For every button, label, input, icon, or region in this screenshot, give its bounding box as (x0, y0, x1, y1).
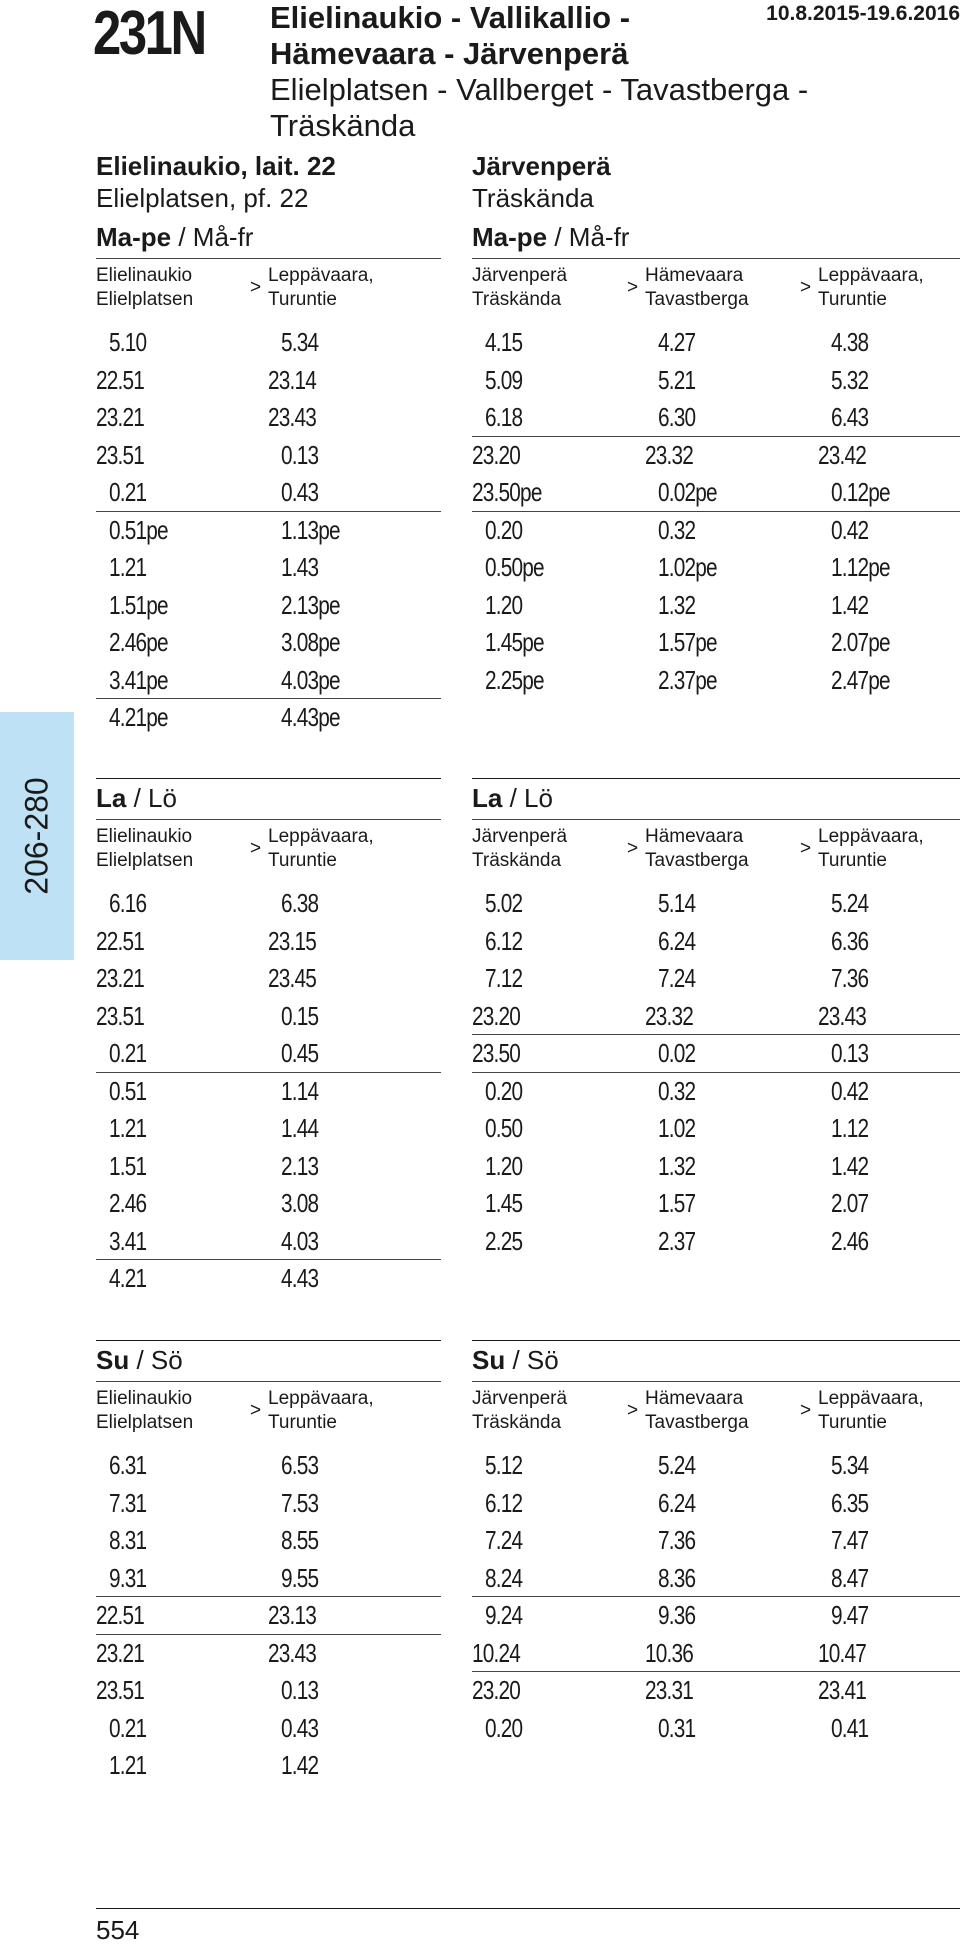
departure-time: 0.12pe (831, 477, 890, 507)
day-type-fi: Su (472, 1345, 506, 1375)
route-title-fi: Elielinaukio - Vallikallio - Hämevaara - Järvenperä (270, 0, 631, 71)
column-header (645, 1387, 749, 1435)
departure-time: 6.12 (485, 925, 523, 956)
left-stop-name: Elielinaukio, lait. 22 Elielplatsen, pf. 22 (96, 151, 336, 213)
departure-time: 0.41 (831, 1712, 869, 1743)
day-type-sv: Sö (150, 1345, 183, 1375)
departure-time: 7.12 (485, 963, 523, 993)
departure-time: 4.27 (658, 327, 696, 357)
departure-time: 23.51 (96, 1000, 145, 1031)
departure-time: 1.32 (658, 1150, 696, 1181)
day-type-sv: Lö (524, 783, 553, 813)
departure-time: 5.34 (831, 1450, 869, 1480)
departure-time: 2.37 (658, 1225, 696, 1256)
departure-time: 23.21 (96, 402, 145, 432)
section-divider (96, 778, 441, 779)
departure-time: 1.42 (831, 589, 869, 620)
direction-arrow-icon: > (250, 277, 262, 298)
day-type-sv: Må-fr (568, 222, 630, 252)
column-header-sv: Turuntie (268, 850, 337, 871)
departure-time: 4.15 (485, 327, 523, 357)
departure-time: 5.32 (831, 364, 869, 395)
column-header-fi: Elielinaukio (96, 265, 193, 286)
column-header-fi: Leppävaara, (818, 265, 924, 286)
column-header (645, 264, 749, 312)
day-type-underline (472, 819, 960, 820)
day-type-fi: La (96, 783, 127, 813)
departure-time: 23.20 (472, 1675, 521, 1705)
column-header (268, 825, 374, 873)
direction-arrow-icon: > (627, 277, 639, 298)
departure-time: 4.43 (281, 1263, 319, 1293)
departure-time: 2.46 (831, 1225, 869, 1256)
day-type-label (96, 1345, 183, 1375)
departure-time: 6.12 (485, 1487, 523, 1518)
departure-time: 1.51pe (109, 589, 168, 620)
departure-time: 22.51 (96, 1600, 145, 1630)
departure-time: 5.24 (658, 1450, 696, 1480)
day-type-fi: Ma-pe (96, 222, 172, 252)
column-header-sv: Elielplatsen (96, 850, 194, 871)
row-group-divider (96, 1259, 441, 1260)
column-header (472, 1387, 567, 1435)
day-type-underline (96, 819, 441, 820)
departure-time: 1.20 (485, 1150, 523, 1181)
departure-time: 3.41pe (109, 664, 168, 695)
column-header-sv: Träskända (472, 289, 562, 310)
departure-time: 9.24 (485, 1600, 523, 1630)
column-header (268, 1387, 374, 1435)
departure-time: 7.53 (281, 1487, 319, 1518)
day-type-underline (96, 258, 441, 259)
section-divider (96, 1340, 441, 1341)
departure-time: 1.57 (658, 1188, 696, 1218)
departure-time: 7.24 (658, 963, 696, 993)
section-divider (472, 1340, 960, 1341)
column-header-fi: Leppävaara, (268, 265, 374, 286)
departure-time: 6.24 (658, 925, 696, 956)
departure-time: 0.32 (658, 1075, 696, 1106)
column-header-sv: Elielplatsen (96, 1412, 194, 1433)
departure-time: 23.43 (268, 1637, 317, 1668)
column-header-fi: Järvenperä (472, 826, 568, 847)
departure-time: 23.45 (268, 963, 317, 993)
departure-time: 0.13 (281, 439, 319, 470)
row-group-divider (96, 1634, 441, 1635)
day-type-label (96, 222, 253, 252)
departure-time: 1.42 (281, 1750, 319, 1780)
departure-time: 0.15 (281, 1000, 319, 1031)
column-header (472, 264, 567, 312)
day-type-fi: Su (96, 1345, 130, 1375)
departure-time: 23.32 (645, 1000, 694, 1031)
day-type-label (472, 783, 553, 813)
departure-time: 1.02pe (658, 552, 717, 582)
day-type-label (472, 222, 629, 252)
column-header-sv: Turuntie (268, 1412, 337, 1433)
departure-time: 23.14 (268, 364, 317, 395)
departure-time: 1.21 (109, 1750, 147, 1780)
departure-time: 6.16 (109, 888, 147, 918)
departure-time: 0.02pe (658, 477, 717, 507)
direction-arrow-icon: > (800, 838, 812, 859)
departure-time: 0.31 (658, 1712, 696, 1743)
departure-time: 2.13pe (281, 589, 340, 620)
column-header-sv: Turuntie (818, 1412, 887, 1433)
departure-time: 2.07 (831, 1188, 869, 1218)
day-type-underline (472, 1381, 960, 1382)
departure-time: 22.51 (96, 925, 145, 956)
departure-time: 23.31 (645, 1675, 694, 1705)
departure-time: 4.43pe (281, 702, 340, 732)
day-type-underline (96, 1381, 441, 1382)
column-header-sv: Träskända (472, 850, 562, 871)
departure-time: 5.12 (485, 1450, 523, 1480)
departure-time: 1.44 (281, 1113, 319, 1143)
departure-time: 1.12pe (831, 552, 890, 582)
column-header (96, 264, 193, 312)
departure-time: 23.21 (96, 1637, 145, 1668)
right-stop-name: Järvenperä Träskända (472, 151, 611, 213)
departure-time: 0.20 (485, 1712, 523, 1743)
departure-time: 0.20 (485, 514, 523, 545)
departure-time: 5.34 (281, 327, 319, 357)
departure-time: 9.31 (109, 1562, 147, 1593)
departure-time: 23.51 (96, 439, 145, 470)
departure-time: 6.31 (109, 1450, 147, 1480)
column-header-fi: Leppävaara, (268, 1388, 374, 1409)
column-header (268, 264, 374, 312)
column-header (472, 825, 567, 873)
departure-time: 9.36 (658, 1600, 696, 1630)
departure-time: 23.43 (818, 1000, 867, 1031)
departure-time: 1.32 (658, 589, 696, 620)
departure-time: 0.45 (281, 1038, 319, 1068)
departure-time: 8.24 (485, 1562, 523, 1593)
direction-arrow-icon: > (250, 1400, 262, 1421)
departure-time: 1.02 (658, 1113, 696, 1143)
column-header (818, 1387, 924, 1435)
direction-arrow-icon: > (627, 838, 639, 859)
departure-time: 0.50pe (485, 552, 544, 582)
departure-time: 4.03pe (281, 664, 340, 695)
departure-time: 5.09 (485, 364, 523, 395)
route-number: 231N (93, 0, 205, 68)
column-header-sv: Turuntie (818, 289, 887, 310)
departure-time: 5.24 (831, 888, 869, 918)
departure-time: 2.46pe (109, 627, 168, 657)
departure-time: 2.47pe (831, 664, 890, 695)
departure-time: 6.30 (658, 402, 696, 432)
departure-time: 0.43 (281, 1712, 319, 1743)
departure-time: 23.43 (268, 402, 317, 432)
column-header-fi: Elielinaukio (96, 1388, 193, 1409)
departure-time: 23.20 (472, 439, 521, 470)
departure-time: 8.31 (109, 1525, 147, 1555)
departure-time: 9.55 (281, 1562, 319, 1593)
departure-time: 3.41 (109, 1225, 147, 1256)
row-group-divider (472, 1671, 960, 1672)
column-header-fi: Järvenperä (472, 265, 568, 286)
day-type-sv: Sö (526, 1345, 559, 1375)
departure-time: 0.13 (281, 1675, 319, 1705)
departure-time: 1.12 (831, 1113, 869, 1143)
departure-time: 6.18 (485, 402, 523, 432)
departure-time: 1.21 (109, 1113, 147, 1143)
column-header (818, 825, 924, 873)
departure-time: 23.13 (268, 1600, 317, 1630)
column-header-fi: Elielinaukio (96, 826, 193, 847)
column-header (96, 825, 193, 873)
day-type-label (472, 1345, 559, 1375)
page-number: 554 (96, 1915, 140, 1945)
departure-time: 10.24 (472, 1637, 521, 1668)
departure-time: 4.21pe (109, 702, 168, 732)
departure-time: 4.38 (831, 327, 869, 357)
departure-time: 6.53 (281, 1450, 319, 1480)
departure-time: 0.21 (109, 1038, 147, 1068)
column-header-sv: Tavastberga (645, 289, 749, 310)
departure-time: 10.47 (818, 1637, 867, 1668)
departure-time: 5.14 (658, 888, 696, 918)
departure-time: 2.37pe (658, 664, 717, 695)
day-type-sep: / (129, 1345, 151, 1375)
departure-time: 4.03 (281, 1225, 319, 1256)
direction-arrow-icon: > (250, 838, 262, 859)
departure-time: 1.43 (281, 552, 319, 582)
departure-time: 8.47 (831, 1562, 869, 1593)
departure-time: 5.10 (109, 327, 147, 357)
row-group-divider (96, 1596, 441, 1597)
departure-time: 6.38 (281, 888, 319, 918)
departure-time: 22.51 (96, 364, 145, 395)
section-divider (472, 778, 960, 779)
column-header-fi: Hämevaara (645, 265, 744, 286)
departure-time: 7.36 (658, 1525, 696, 1555)
departure-time: 23.15 (268, 925, 317, 956)
departure-time: 1.20 (485, 589, 523, 620)
footer-rule (96, 1908, 960, 1909)
departure-time: 7.24 (485, 1525, 523, 1555)
column-header-fi: Järvenperä (472, 1388, 568, 1409)
departure-time: 1.45 (485, 1188, 523, 1218)
departure-time: 2.46 (109, 1188, 147, 1218)
row-group-divider (472, 511, 960, 512)
departure-time: 23.21 (96, 963, 145, 993)
column-header-sv: Turuntie (818, 850, 887, 871)
day-type-sep: / (547, 222, 569, 252)
departure-time: 1.13pe (281, 514, 340, 545)
day-type-underline (472, 258, 960, 259)
departure-time: 8.55 (281, 1525, 319, 1555)
departure-time: 0.50 (485, 1113, 523, 1143)
departure-time: 2.25 (485, 1225, 523, 1256)
departure-time: 2.25pe (485, 664, 544, 695)
departure-time: 23.50pe (472, 477, 542, 507)
departure-time: 23.51 (96, 1675, 145, 1705)
column-header (818, 264, 924, 312)
departure-time: 4.21 (109, 1263, 147, 1293)
departure-time: 8.36 (658, 1562, 696, 1593)
column-header-fi: Leppävaara, (818, 826, 924, 847)
departure-time: 1.45pe (485, 627, 544, 657)
column-header-fi: Hämevaara (645, 826, 744, 847)
departure-time: 0.20 (485, 1075, 523, 1106)
day-type-sv: Lö (148, 783, 177, 813)
day-type-sep: / (502, 783, 525, 813)
column-header-sv: Elielplatsen (96, 289, 194, 310)
row-group-divider (472, 436, 960, 437)
column-header-sv: Turuntie (268, 289, 337, 310)
departure-time: 0.32 (658, 514, 696, 545)
departure-time: 9.47 (831, 1600, 869, 1630)
departure-time: 2.07pe (831, 627, 890, 657)
departure-time: 0.51pe (109, 514, 168, 545)
validity-period: 10.8.2015-19.6.2016 (766, 2, 960, 25)
departure-time: 5.02 (485, 888, 523, 918)
day-type-sep: / (171, 222, 193, 252)
column-header-sv: Tavastberga (645, 850, 749, 871)
row-group-divider (96, 698, 441, 699)
departure-time: 3.08pe (281, 627, 340, 657)
departure-time: 23.32 (645, 439, 694, 470)
column-header-sv: Tavastberga (645, 1412, 749, 1433)
side-tab (0, 712, 74, 960)
departure-time: 0.02 (658, 1038, 696, 1068)
day-type-label (96, 783, 177, 813)
row-group-divider (96, 511, 441, 512)
column-header-sv: Träskända (472, 1412, 562, 1433)
departure-time: 1.14 (281, 1075, 319, 1106)
row-group-divider (96, 1072, 441, 1073)
row-group-divider (472, 1596, 960, 1597)
departure-time: 7.31 (109, 1487, 147, 1518)
day-type-fi: La (472, 783, 503, 813)
column-header (96, 1387, 193, 1435)
column-header-fi: Leppävaara, (268, 826, 374, 847)
direction-arrow-icon: > (800, 1400, 812, 1421)
column-header-fi: Leppävaara, (818, 1388, 924, 1409)
departure-time: 0.51 (109, 1075, 147, 1106)
row-group-divider (472, 1072, 960, 1073)
departure-time: 23.20 (472, 1000, 521, 1031)
departure-time: 7.47 (831, 1525, 869, 1555)
departure-time: 23.42 (818, 439, 867, 470)
departure-time: 0.13 (831, 1038, 869, 1068)
day-type-sep: / (505, 1345, 527, 1375)
day-type-sv: Må-fr (192, 222, 254, 252)
row-group-divider (472, 1034, 960, 1035)
departure-time: 1.21 (109, 552, 147, 582)
direction-arrow-icon: > (800, 277, 812, 298)
departure-time: 1.42 (831, 1150, 869, 1181)
route-title-sv: Elielplatsen - Vallberget - Tavastberga - Träskända (270, 72, 809, 143)
departure-time: 0.21 (109, 477, 147, 507)
departure-time: 6.36 (831, 925, 869, 956)
departure-time: 2.13 (281, 1150, 319, 1181)
departure-time: 7.36 (831, 963, 869, 993)
departure-time: 10.36 (645, 1637, 694, 1668)
column-header (645, 825, 749, 873)
departure-time: 1.57pe (658, 627, 717, 657)
departure-time: 1.51 (109, 1150, 147, 1181)
departure-time: 5.21 (658, 364, 696, 395)
departure-time: 0.42 (831, 514, 869, 545)
side-tab-label: 206-280 (18, 777, 55, 895)
day-type-fi: Ma-pe (472, 222, 548, 252)
departure-time: 0.42 (831, 1075, 869, 1106)
departure-time: 23.41 (818, 1675, 867, 1705)
departure-time: 23.50 (472, 1038, 521, 1068)
departure-time: 3.08 (281, 1188, 319, 1218)
column-header-fi: Hämevaara (645, 1388, 744, 1409)
departure-time: 6.35 (831, 1487, 869, 1518)
departure-time: 0.21 (109, 1712, 147, 1743)
day-type-sep: / (126, 783, 149, 813)
departure-time: 6.43 (831, 402, 869, 432)
direction-arrow-icon: > (627, 1400, 639, 1421)
departure-time: 0.43 (281, 477, 319, 507)
departure-time: 6.24 (658, 1487, 696, 1518)
